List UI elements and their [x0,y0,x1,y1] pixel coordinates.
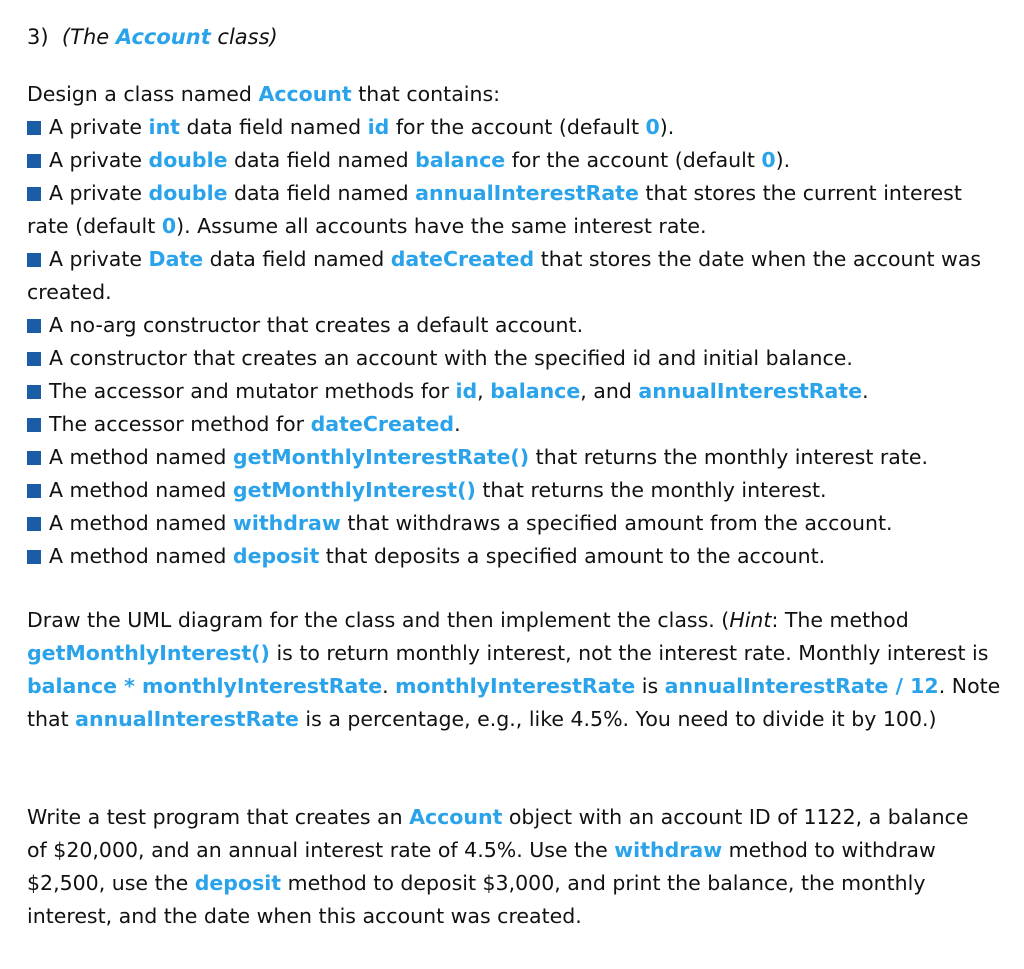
text-run: that stores the current interest rate (default [27,181,962,238]
square-bullet-icon [27,253,41,267]
intro-suffix: that contains: [351,82,501,106]
code-term: int [148,115,180,139]
text-run: A private [49,115,149,139]
text-run: . [454,412,461,436]
requirement-item [27,375,1007,408]
requirement-item [27,540,1007,573]
heading-close: class) [210,25,278,49]
square-bullet-icon [27,484,41,498]
text-run: is to return monthly interest, not the interest rate. Monthly interest is [269,641,989,665]
text-run: data field named [203,247,391,271]
code-term: getMonthlyInterest() [27,641,270,665]
text-run: A constructor that creates an account with the specified id and initial balance. [49,346,853,370]
text-run: that deposits a specified amount to the account. [319,544,826,568]
square-bullet-icon [27,418,41,432]
code-term: id [367,115,390,139]
code-term: double [148,148,228,172]
square-bullet-icon [27,121,41,135]
square-bullet-icon [27,451,41,465]
text-run: method to withdraw $2,500, use the [27,838,936,895]
code-term: id [455,379,478,403]
code-term: 0 [645,115,660,139]
text-run: The accessor method for [49,412,311,436]
code-term: dateCreated [310,412,455,436]
code-term: withdraw [614,838,723,862]
text-run: ). [659,115,675,139]
code-term: double [148,181,228,205]
requirements-section [27,78,1007,573]
code-term: 0 [761,148,776,172]
requirement-item [27,144,1007,177]
text-run: data field named [179,115,368,139]
text-run: , and [580,379,639,403]
code-term: annualInterestRate [638,379,863,403]
italic-text: Hint [729,608,772,632]
text-run: for the account (default [505,148,762,172]
code-term: balance [490,379,581,403]
code-term: deposit [194,871,282,895]
heading-class-name: Account [115,25,211,49]
text-run: that withdraws a specified amount from the account. [340,511,893,535]
heading-open: (The [61,25,116,49]
requirement-item [27,474,1007,507]
square-bullet-icon [27,385,41,399]
code-term: balance [415,148,506,172]
square-bullet-icon [27,517,41,531]
text-run: method to deposit $3,000, and print the balance, the monthly interest, and the date when this account was created. [27,871,926,928]
code-term: Date [148,247,204,271]
intro-class-name: Account [258,82,352,106]
code-term: dateCreated [390,247,535,271]
text-run: Draw the UML diagram for the class and then implement the class. ( [27,608,730,632]
text-run: that stores the date when the account was created. [27,247,982,304]
text-run: : The method [771,608,909,632]
text-run: is [635,674,665,698]
text-run: A private [49,181,149,205]
requirement-item [27,342,1007,375]
test-program-instructions [27,801,992,933]
code-term: getMonthlyInterest() [232,478,476,502]
text-run: . Note that [27,674,1001,731]
text-run: A private [49,247,149,271]
text-run: , [477,379,491,403]
uml-instructions [27,604,1002,736]
intro-prefix: Design a class named [27,82,259,106]
text-run: data field named [227,181,416,205]
intro-line [27,78,1007,111]
requirement-item [27,309,1007,342]
requirement-item [27,177,1007,243]
exercise-heading [27,24,278,50]
requirement-item [27,408,1007,441]
code-term: withdraw [232,511,341,535]
code-term: annualInterestRate / 12 [664,674,939,698]
requirement-item [27,111,1007,144]
uml-paragraph [27,604,1002,736]
square-bullet-icon [27,319,41,333]
code-term: balance * monthlyInterestRate [27,674,383,698]
requirement-item [27,243,1007,309]
test-paragraph [27,801,992,933]
requirement-item [27,507,1007,540]
code-term: annualInterestRate [75,707,299,731]
text-run: A method named [49,511,233,535]
requirements-list [27,111,1007,573]
text-run: Write a test program that creates an [27,805,410,829]
text-run: ). [775,148,791,172]
square-bullet-icon [27,352,41,366]
code-term: getMonthlyInterestRate() [232,445,530,469]
square-bullet-icon [27,550,41,564]
code-term: Account [409,805,503,829]
text-run: is a percentage, e.g., like 4.5%. You need to divide it by 100.) [298,707,937,731]
text-run: A private [49,148,149,172]
text-run: for the account (default [389,115,646,139]
text-run: A no-arg constructor that creates a default account. [49,313,584,337]
text-run: The accessor and mutator methods for [49,379,456,403]
text-run: A method named [49,544,233,568]
text-run: object with an account ID of 1122, a balance of $20,000, and an annual interest rate of 4.5%. Use the [27,805,969,862]
text-run: that returns the monthly interest rate. [529,445,929,469]
code-term: 0 [161,214,177,238]
square-bullet-icon [27,187,41,201]
text-run: A method named [49,478,233,502]
square-bullet-icon [27,154,41,168]
text-run: data field named [227,148,416,172]
requirement-item [27,441,1007,474]
text-run: ). Assume all accounts have the same interest rate. [176,214,707,238]
exercise-number: 3) [27,25,49,49]
text-run: A method named [49,445,233,469]
text-run: that returns the monthly interest. [475,478,827,502]
code-term: annualInterestRate [415,181,639,205]
text-run: . [382,674,396,698]
code-term: monthlyInterestRate [395,674,636,698]
code-term: deposit [232,544,320,568]
text-run: . [862,379,869,403]
